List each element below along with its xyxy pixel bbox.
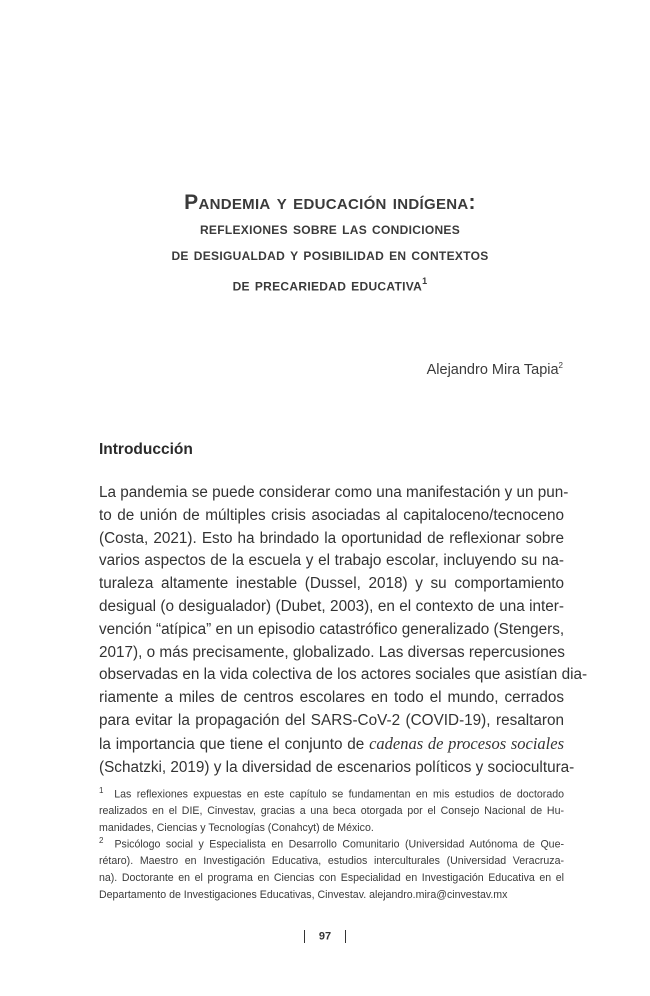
- folio-divider: [345, 930, 346, 943]
- title-line-4: [70, 268, 590, 299]
- author-footnote-mark[interactable]: 2: [558, 361, 563, 370]
- body-paragraph: [99, 482, 588, 779]
- author-name: Alejandro Mira Tapia: [426, 361, 559, 378]
- footnote-line: [99, 833, 564, 853]
- footnote-line: [99, 783, 564, 803]
- body-line: [99, 733, 564, 757]
- body-line: desigual (o desigualador) (Dubet, 2003), en el contexto de una inter-: [99, 597, 564, 615]
- footnote-2: [99, 833, 564, 904]
- chapter-title: [70, 190, 590, 299]
- page-footer: [0, 930, 650, 943]
- body-line: riamente a miles de centros escolares en todo el mundo, cerrados: [99, 689, 564, 707]
- body-line: observadas en la vida colectiva de los actores sociales que asistían dia-: [99, 666, 588, 684]
- italic-term: cadenas de procesos sociales: [369, 733, 564, 753]
- title-line-3: de desigualdad y posibilidad en contextos: [171, 245, 489, 264]
- body-line: varios aspectos de la escuela y el trabajo escolar, incluyendo su na-: [99, 552, 564, 570]
- body-line: para evitar la propagación del SARS-CoV-2 (COVID-19), resaltaron: [99, 711, 564, 729]
- footnote-line: rétaro). Maestro en Investigación Educativa, estudios interculturales (Universidad Veracruza-: [99, 855, 564, 868]
- title-line-2: reflexiones sobre las condiciones: [199, 219, 461, 238]
- author-line: [427, 361, 563, 378]
- body-line: 2017), o más precisamente, globalizado. Las diversas repercusiones: [99, 643, 565, 661]
- body-line: turaleza altamente inestable (Dussel, 2018) y su comportamiento: [99, 575, 564, 593]
- footnote-1: [99, 783, 564, 837]
- footnote-line: Departamento de Investigaciones Educativas, Cinvestav. alejandro.mira@cinvestav.mx: [99, 888, 508, 901]
- body-line: (Costa, 2021). Esto ha brindado la oportunidad de reflexionar sobre: [99, 529, 564, 547]
- title-line-1: Pandemia y educación indígena:: [184, 191, 476, 214]
- title-footnote-mark[interactable]: 1: [422, 276, 428, 286]
- body-line: La pandemia se puede considerar como una manifestación y un pun-: [99, 484, 569, 501]
- body-line-12-text: la importancia que tiene el conjunto de: [99, 735, 370, 753]
- footnote-line: realizados en el DIE, Cinvestav, gracias a una beca otorgada por el Consejo Nacional de Hu-: [99, 805, 564, 818]
- section-heading: Introducción: [99, 441, 193, 458]
- footnote-1-line-1: Las reflexiones expuestas en este capítulo se fundamentan en mis estudios de doctorado: [114, 788, 564, 801]
- body-line: vención “atípica” en un episodio catastrófico generalizado (Stengers,: [99, 620, 565, 638]
- footnote-1-mark: 1: [99, 786, 104, 795]
- footnote-2-line-1: Psicólogo social y Especialista en Desarrollo Comunitario (Universidad Autónoma de Que-: [114, 838, 564, 851]
- body-line: to de unión de múltiples crisis asociadas al capitaloceno/tecnoceno: [99, 506, 564, 524]
- footnote-2-mark: 2: [99, 836, 104, 845]
- body-line: (Schatzki, 2019) y la diversidad de escenarios políticos y sociocultura-: [99, 758, 575, 776]
- footnote-line: manidades, Ciencias y Tecnologías (Conahcyt) de México.: [99, 822, 374, 835]
- folio-divider: [304, 930, 305, 943]
- footnote-line: na). Doctorante en el programa en Ciencias con Especialidad en Investigación Educativa en el: [99, 872, 564, 885]
- title-line-4-text: de precariedad educativa: [232, 275, 423, 295]
- page-number: 97: [318, 930, 332, 943]
